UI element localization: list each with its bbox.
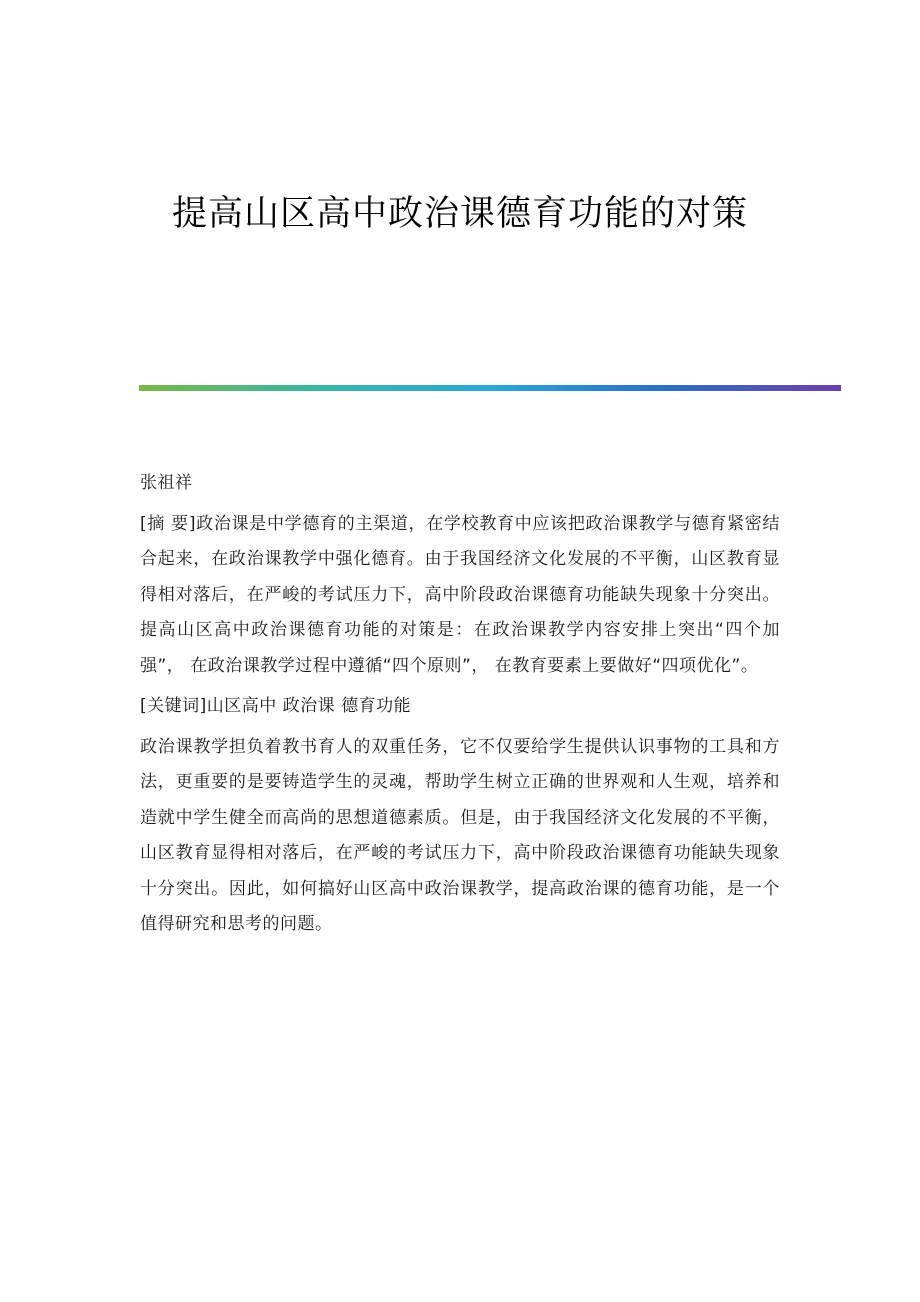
body-paragraph: 政治课教学担负着教书育人的双重任务，它不仅要给学生提供认识事物的工具和方法，更重要的是要铸造学生的灵魂，帮助学生树立正确的世界观和人生观，培养和造就中学生健全而高尚的思想道德素质。但是，由于我国经济文化发展的不平衡，山区教育显得相对落后，在严峻的考试压力下，高中阶段政治课德育功能缺失现象十分突出。因此，如何搞好山区高中政治课教学，提高政治课的德育功能，是一个值得研究和思考的问题。	[140, 736, 780, 934]
keywords-line: [关键词]山区高中 政治课 德育功能	[140, 696, 412, 716]
abstract-paragraph: [摘 要]政治课是中学德育的主渠道，在学校教育中应该把政治课教学与德育紧密结合起来，在政治课教学中强化德育。由于我国经济文化发展的不平衡，山区教育显得相对落后，在严峻的考试压力下，高中阶段政治课德育功能缺失现象十分突出。提高山区高中政治课德育功能的对策是：在政治课教学内容安排上突出“四个加强”， 在政治课教学过程中遵循“四个原则”， 在教育要素上要做好“四项优化”。	[140, 513, 780, 676]
document-title: 提高山区高中政治课德育功能的对策	[171, 194, 748, 234]
author-name: 张祖祥	[140, 473, 193, 493]
gradient-divider	[139, 385, 841, 391]
document-body	[140, 466, 780, 943]
